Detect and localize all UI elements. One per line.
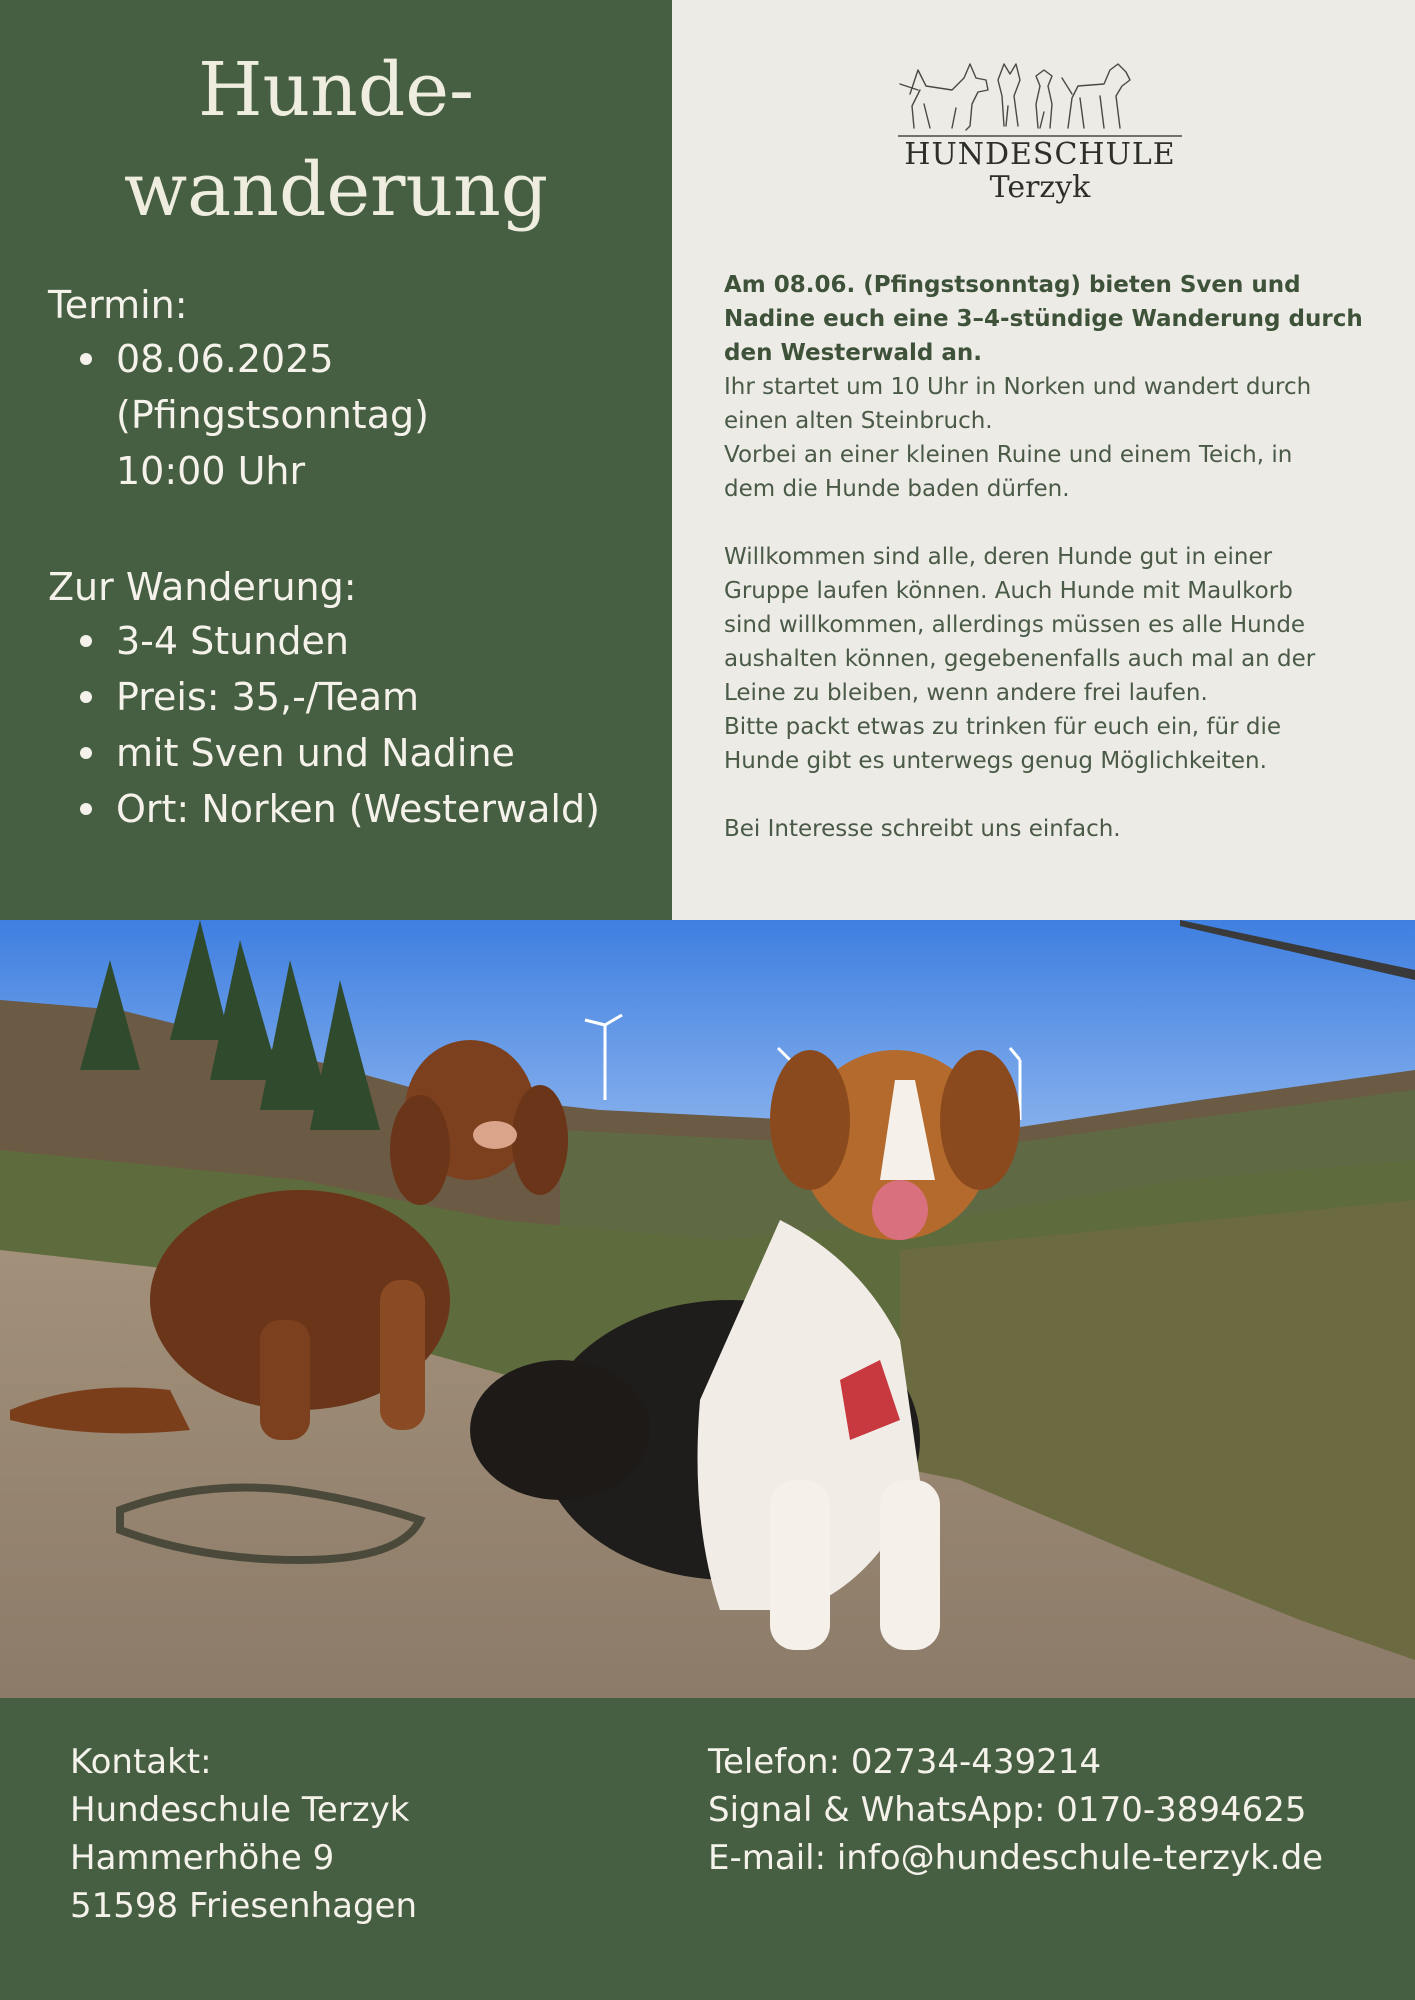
- desc-bold-line: Nadine euch eine 3–4-stündige Wanderung durch: [724, 306, 1363, 332]
- desc-line: Leine zu bleiben, wenn andere frei laufen.: [724, 680, 1208, 706]
- desc-closing: Bei Interesse schreibt uns einfach.: [724, 816, 1121, 842]
- termin-item: [48, 331, 429, 499]
- contact-details: [708, 1738, 1323, 1882]
- logo-subname: Terzyk: [989, 170, 1091, 205]
- title-line-2: wanderung: [123, 147, 549, 233]
- logo-name: HUNDESCHULE: [904, 137, 1176, 172]
- contact-city: 51598 Friesenhagen: [70, 1886, 418, 1926]
- dogs-photo: [0, 920, 1415, 1698]
- info-panel: [0, 0, 672, 920]
- title-line-1: Hunde-: [197, 47, 475, 133]
- desc-line: Gruppe laufen können. Auch Hunde mit Maulkorb: [724, 578, 1293, 604]
- desc-line: Ihr startet um 10 Uhr in Norken und wandert durch: [724, 374, 1312, 400]
- contact-heading: Kontakt:: [70, 1742, 212, 1782]
- contact-phone: Telefon: 02734-439214: [708, 1742, 1102, 1782]
- desc-line: Hunde gibt es unterwegs genug Möglichkeiten.: [724, 748, 1267, 774]
- desc-bold-line: den Westerwald an.: [724, 340, 982, 366]
- contact-footer: [0, 1698, 1415, 2000]
- contact-company: Hundeschule Terzyk: [70, 1790, 410, 1830]
- desc-bold-line: Am 08.06. (Pfingstsonntag) bieten Sven und: [724, 272, 1301, 298]
- wanderung-item: Ort: Norken (Westerwald): [48, 781, 600, 837]
- desc-line: Bitte packt etwas zu trinken für euch ein, für die: [724, 714, 1281, 740]
- desc-line: dem die Hunde baden dürfen.: [724, 476, 1070, 502]
- desc-line: Vorbei an einer kleinen Ruine und einem Teich, in: [724, 442, 1293, 468]
- termin-date: 08.06.2025: [116, 337, 334, 381]
- termin-heading: Termin:: [48, 283, 188, 327]
- desc-line: Willkommen sind alle, deren Hunde gut in einer: [724, 544, 1273, 570]
- desc-line: einen alten Steinbruch.: [724, 408, 993, 434]
- flyer-title: [0, 40, 672, 240]
- description-text: [724, 268, 1364, 846]
- wanderung-item: Preis: 35,-/Team: [48, 669, 600, 725]
- contact-email: E-mail: info@hundeschule-terzyk.de: [708, 1838, 1324, 1878]
- wanderung-item: 3-4 Stunden: [48, 613, 600, 669]
- termin-time: 10:00 Uhr: [116, 449, 306, 493]
- wanderung-heading: Zur Wanderung:: [48, 565, 357, 609]
- termin-list: [48, 331, 429, 499]
- contact-address: [70, 1738, 417, 1930]
- contact-messenger: Signal & WhatsApp: 0170-3894625: [708, 1790, 1307, 1830]
- contact-street: Hammerhöhe 9: [70, 1838, 335, 1878]
- wanderung-list: [48, 613, 600, 837]
- desc-line: sind willkommen, allerdings müssen es alle Hunde: [724, 612, 1306, 638]
- desc-line: aushalten können, gegebenenfalls auch mal an der: [724, 646, 1316, 672]
- wanderung-item: mit Sven und Nadine: [48, 725, 600, 781]
- termin-day: (Pfingstsonntag): [116, 393, 429, 437]
